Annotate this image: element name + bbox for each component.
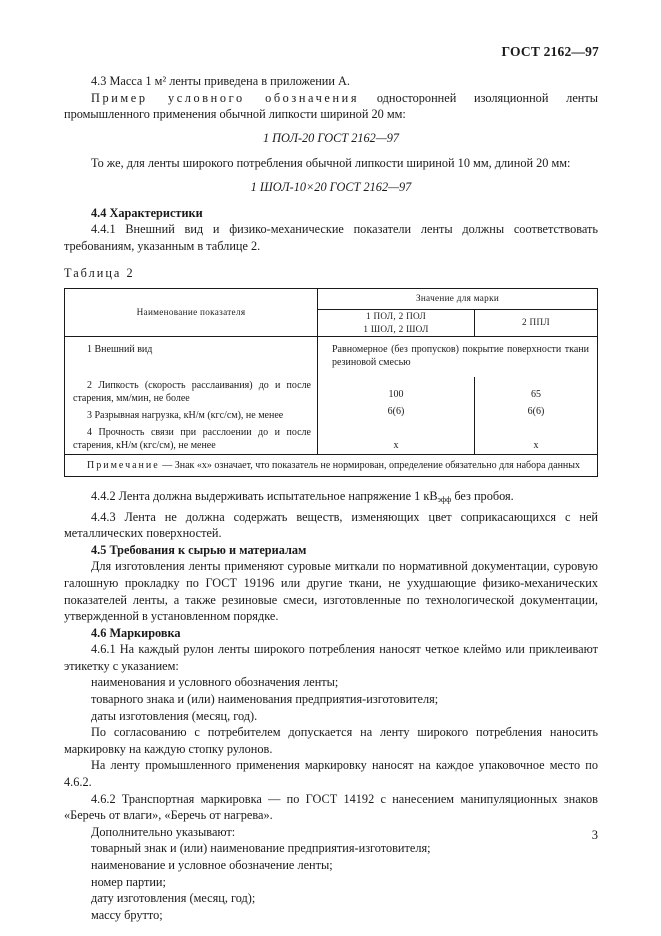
row-name: 1 Внешний вид xyxy=(65,336,318,377)
list-item: номер партии; xyxy=(91,874,166,889)
example-lead: Пример условного обозначения xyxy=(91,90,360,105)
table-note-text: — Знак «х» означает, что показатель не нормирован, определение обязательно для набора данных xyxy=(159,459,581,471)
paragraph-4-4-1: 4.4.1 Внешний вид и физико-механические показатели ленты должны соответствовать требованиям, указанным в таблице 2. xyxy=(64,222,598,253)
paragraph-4-6-2: 4.6.2 Транспортная маркировка — по ГОСТ 14192 с нанесением манипуляционных знаков «Беречь от влаги», «Беречь от нагрева». xyxy=(64,791,598,823)
table-row xyxy=(65,377,598,405)
page-content xyxy=(64,73,598,923)
table-note xyxy=(65,454,598,476)
row-value-col1: 6(6) xyxy=(318,405,475,422)
row-value-col1: 100 xyxy=(318,377,475,405)
paragraph-4-6-1: 4.6.1 На каждый рулон ленты широкого потребления наносят четкое клеймо или приклеивают этикетку с указанием: xyxy=(64,642,598,673)
row-merged-value: Равномерное (без пропусков) покрытие поверхности ткани резиновой смесью xyxy=(332,343,589,368)
designation-example-2: 1 ШОЛ-10×20 ГОСТ 2162—97 xyxy=(250,179,412,194)
row-value-col2: х xyxy=(533,439,539,451)
list-item: дату изготовления (месяц, год); xyxy=(91,891,256,906)
heading-4-4: 4.4 Характеристики xyxy=(91,205,203,220)
subscript-eff: эфф xyxy=(437,494,452,504)
table-header-col1 xyxy=(318,309,475,336)
row-value-col1: х xyxy=(318,422,475,455)
paragraph-agreement: По согласованию с потребителем допускается на ленту широкого потребления наносить маркировку на каждую стопку рулонов. xyxy=(64,725,598,756)
document-header-id: ГОСТ 2162—97 xyxy=(501,44,599,59)
page-number: 3 xyxy=(591,828,598,842)
designation-example-1: 1 ПОЛ-20 ГОСТ 2162—97 xyxy=(262,130,400,145)
table-note-label: Примечание xyxy=(87,459,160,471)
table-row xyxy=(65,405,598,422)
table-header-col1-line2: 1 ШОЛ, 2 ШОЛ xyxy=(363,323,429,334)
example-text: односторонней изоляционной ленты промышленного применения обычной липкости шириной 20 мм: xyxy=(64,90,598,122)
paragraph-4-4-3: 4.4.3 Лента не должна содержать веществ, изменяющих цвет соприкасающихся с ней металлических поверхностей. xyxy=(64,509,598,541)
table-header-col1-line1: 1 ПОЛ, 2 ПОЛ xyxy=(365,310,427,321)
paragraph-4-4-2: 4.4.2 Лента должна выдерживать испытательное напряжение 1 $кВ_{эфф}$ без пробоя. xyxy=(91,488,514,504)
row-name: 3 Разрывная нагрузка, кН/м (кгс/см), не менее xyxy=(65,405,318,422)
row-value-col2: 65 xyxy=(531,388,541,400)
table-2 xyxy=(64,288,598,477)
paragraph-4-3: 4.3 Масса 1 м² ленты приведена в приложении А. xyxy=(91,74,350,88)
list-item: массу брутто; xyxy=(91,907,163,922)
paragraph-4-5: Для изготовления ленты применяют суровые миткали по нормативной документации, суровую галошную прокладку по ГОСТ 19196 или другие ткани, не ухудшающие физико-механических показателей ленты, а также резиновые смеси, изготовленные по технологической документации, утвержденной в установленном порядке. xyxy=(64,559,598,624)
paragraph-same: То же, для ленты широкого потребления обычной липкости шириной 10 мм, длиной 20 мм: xyxy=(91,156,571,171)
table-row xyxy=(65,336,598,377)
table-header-name: Наименование показателя xyxy=(65,288,318,336)
row-value-col2: 6(6) xyxy=(527,405,545,417)
table-caption: Таблица 2 xyxy=(64,266,135,281)
list-item: товарный знак и (или) наименование предприятия-изготовителя; xyxy=(91,841,431,856)
list-item: наименование и условное обозначение ленты; xyxy=(91,858,333,872)
list-item: товарного знака и (или) наименования предприятия-изготовителя; xyxy=(91,692,439,707)
table-header-group: Значение для марки xyxy=(318,288,598,309)
row-name: 2 Липкость (скорость расслаивания) до и после старения, мм/мин, не более xyxy=(65,377,318,405)
paragraph-industrial: На ленту промышленного применения маркировку наносят на каждое упаковочное место по 4.6.2. xyxy=(64,758,598,790)
heading-4-6: 4.6 Маркировка xyxy=(91,625,181,640)
list-item: наименования и условного обозначения ленты; xyxy=(91,675,339,690)
table-header-col2: 2 ППЛ xyxy=(475,309,598,336)
paragraph-example xyxy=(64,90,598,123)
heading-4-5: 4.5 Требования к сырью и материалам xyxy=(91,542,307,557)
list-item: даты изготовления (месяц, год). xyxy=(91,708,258,723)
paragraph-additional: Дополнительно указывают: xyxy=(91,824,236,839)
table-row xyxy=(65,422,598,455)
row-name: 4 Прочность связи при расслоении до и после старения, кН/м (кгс/см), не менее xyxy=(65,422,318,455)
